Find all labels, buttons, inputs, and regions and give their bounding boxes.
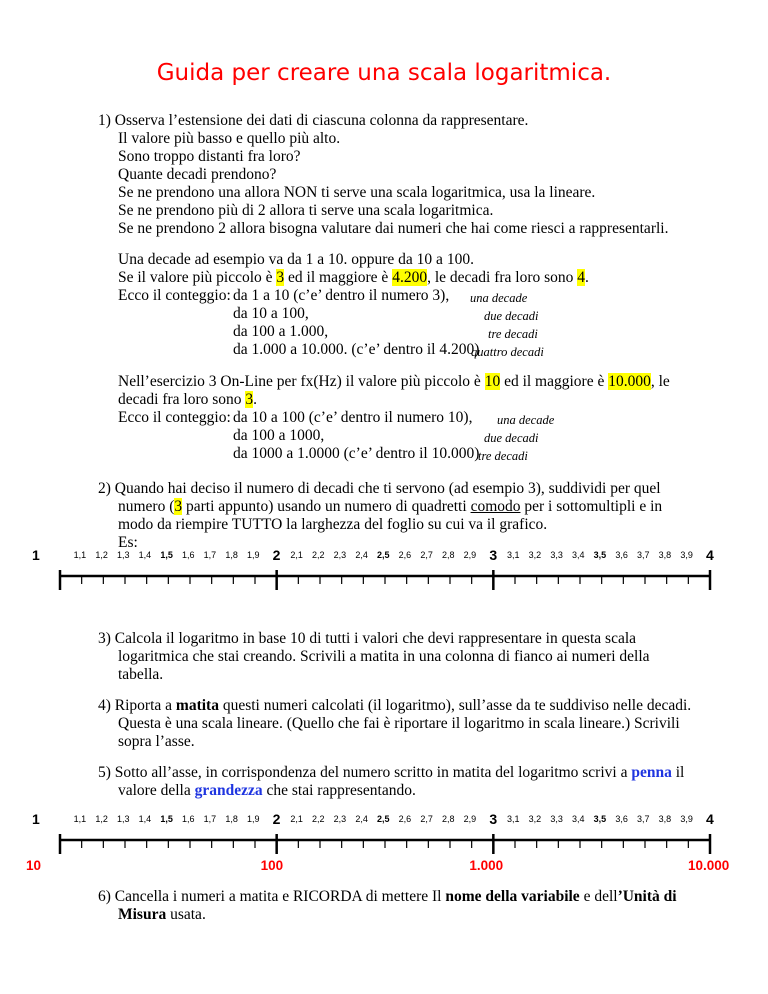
minor-label: 3,3 [550,814,563,824]
minor-label: 3,5 [593,814,607,824]
minor-label: 3,2 [528,550,542,560]
minor-label: 2,5 [377,550,390,560]
minor-label: 1,9 [247,814,260,824]
value-label: 10 [26,858,42,873]
minor-label: 1,3 [117,550,130,560]
minor-label: 1,5 [160,550,173,560]
count-note: una decade [470,291,528,305]
step-2-line: numero (3 parti appunto) usando un numero di quadretti comodo per i sottomultipli e in [118,498,663,515]
minor-label: 2,4 [355,550,368,560]
step-3-line: tabella. [118,666,164,683]
axis [0,830,768,860]
minor-label: 2,8 [442,814,455,824]
minor-label: 1,3 [117,814,130,824]
major-label: 4 [706,547,714,563]
highlight: 10.000 [608,373,651,390]
minor-label: 3,4 [572,814,585,824]
count-note: due decadi [484,431,539,445]
example-1-line: Se il valore più piccolo è 3 ed il maggiore è 4.200, le decadi fra loro sono 4. [118,269,589,286]
count-row: da 1.000 a 10.000. (c’e’ dentro il 4.200) [233,341,480,358]
minor-label: 2,7 [420,550,433,560]
step-1-line: Se ne prendono una allora NON ti serve una scala logaritmica, usa la lineare. [118,184,596,201]
minor-label: 1,8 [225,550,238,560]
minor-label: 3,9 [680,550,693,560]
value-label: 1.000 [469,858,504,873]
minor-label: 1,8 [225,814,238,824]
count-note: quattro decadi [471,345,544,359]
minor-label: 2,9 [463,814,477,824]
major-label: 1 [32,811,40,827]
count-row: da 10 a 100, [233,305,309,322]
minor-label: 2,4 [355,814,368,824]
count-row: da 1000 a 1.0000 (c’e’ dentro il 10.000) [233,445,480,462]
step-3-line: 3) Calcola il logaritmo in base 10 di tutti i valori che devi rappresentare in questa scala [98,630,637,647]
highlight: 10 [484,373,501,390]
count-row: da 1 a 10 (c’e’ dentro il numero 3), [233,287,450,304]
count-label: Ecco il conteggio: [118,409,231,426]
step-1-line: Se ne prendono 2 allora bisogna valutare dai numeri che hai come riesci a rappresentarli. [118,220,669,237]
minor-label: 3,5 [593,550,607,560]
step-1-line: 1) Osserva l’estensione dei dati di ciascuna colonna da rappresentare. [98,112,529,129]
minor-label: 3,6 [615,550,628,560]
minor-label: 3,7 [637,550,650,560]
count-note: due decadi [484,309,539,323]
highlight: 3 [276,269,285,286]
minor-label: 1,6 [182,550,195,560]
example-1-line: Una decade ad esempio va da 1 a 10. oppure da 10 a 100. [118,251,474,268]
major-label: 3 [489,547,498,563]
step-5-line: 5) Sotto all’asse, in corrispondenza del numero scritto in matita del logaritmo scrivi a penna il [98,764,685,781]
minor-label: 2,1 [290,550,303,560]
step-4-line: Questa è una scala lineare. (Quello che fai è riportare il logaritmo in scala lineare.) Scrivili [118,715,680,732]
minor-label: 1,9 [247,550,260,560]
major-label: 1 [32,547,40,563]
minor-label: 1,4 [138,550,152,560]
minor-label: 3,9 [680,814,693,824]
example-2-line: decadi fra loro sono 3. [118,391,258,408]
minor-label: 1,2 [95,550,108,560]
minor-label: 1,5 [160,814,173,824]
minor-label: 2,6 [398,550,412,560]
step-1-line: Sono troppo distanti fra loro? [118,148,301,165]
count-row: da 10 a 100 (c’e’ dentro il numero 10), [233,409,473,426]
minor-label: 1,4 [138,814,152,824]
minor-label: 1,7 [203,814,217,824]
minor-label: 2,9 [463,550,477,560]
minor-label: 1,6 [182,814,195,824]
minor-label: 1,1 [73,814,87,824]
count-label: Ecco il conteggio: [118,287,231,304]
minor-label: 2,2 [312,550,325,560]
count-row: da 100 a 1.000, [233,323,329,340]
step-4-line: 4) Riporta a matita questi numeri calcolati (il logaritmo), sull’asse da te suddiviso nelle decadi. [98,697,692,714]
step-4-line: sopra l’asse. [118,733,195,750]
step-2-line: Es: [118,534,138,551]
step-1-line: Se ne prendono più di 2 allora ti serve una scala logaritmica. [118,202,494,219]
minor-label: 2,5 [377,814,390,824]
step-2-line: 2) Quando hai deciso il numero di decadi che ti servono (ad esempio 3), suddividi per quel [98,480,661,497]
major-label: 2 [272,811,281,827]
minor-label: 3,8 [658,550,672,560]
minor-label: 2,3 [333,814,347,824]
step-3-line: logaritmica che stai creando. Scrivili a matita in una colonna di fianco ai numeri della [118,648,650,665]
highlight: 4 [577,269,586,286]
step-6-line: Misura usata. [118,906,206,923]
minor-label: 3,3 [550,550,563,560]
minor-label: 3,1 [507,814,520,824]
highlight: 3 [245,391,254,408]
value-label: 10.000 [688,858,730,873]
count-note: tre decadi [478,449,528,463]
example-2-line: Nell’esercizio 3 On-Line per fx(Hz) il valore più piccolo è 10 ed il maggiore è 10.000, le [118,373,670,390]
minor-label: 2,3 [333,550,347,560]
highlight: 4.200 [392,269,428,286]
axis [0,566,768,596]
step-2-line: modo da riempire TUTTO la larghezza del foglio su cui va il grafico. [118,516,548,533]
count-note: una decade [497,413,555,427]
step-5-line: valore della grandezza che stai rappresentando. [118,782,416,799]
minor-label: 3,7 [637,814,650,824]
step-6-line: 6) Cancella i numeri a matita e RICORDA di mettere Il nome della variabile e dell’Unità di [98,888,677,905]
step-1-line: Quante decadi prendono? [118,166,277,183]
minor-label: 3,8 [658,814,672,824]
major-label: 2 [272,547,281,563]
value-label: 100 [260,858,284,873]
count-row: da 100 a 1000, [233,427,325,444]
highlight: 3 [174,498,183,515]
major-label: 4 [706,811,714,827]
count-note: tre decadi [488,327,538,341]
page-title: Guida per creare una scala logaritmica. [156,60,612,86]
step-1-line: Il valore più basso e quello più alto. [118,130,341,147]
minor-label: 3,6 [615,814,628,824]
minor-label: 1,7 [203,550,217,560]
minor-label: 2,2 [312,814,325,824]
minor-label: 3,2 [528,814,542,824]
minor-label: 1,1 [73,550,87,560]
minor-label: 2,8 [442,550,455,560]
minor-label: 3,4 [572,550,585,560]
major-label: 3 [489,811,498,827]
minor-label: 2,6 [398,814,412,824]
minor-label: 1,2 [95,814,108,824]
minor-label: 3,1 [507,550,520,560]
minor-label: 2,1 [290,814,303,824]
minor-label: 2,7 [420,814,433,824]
